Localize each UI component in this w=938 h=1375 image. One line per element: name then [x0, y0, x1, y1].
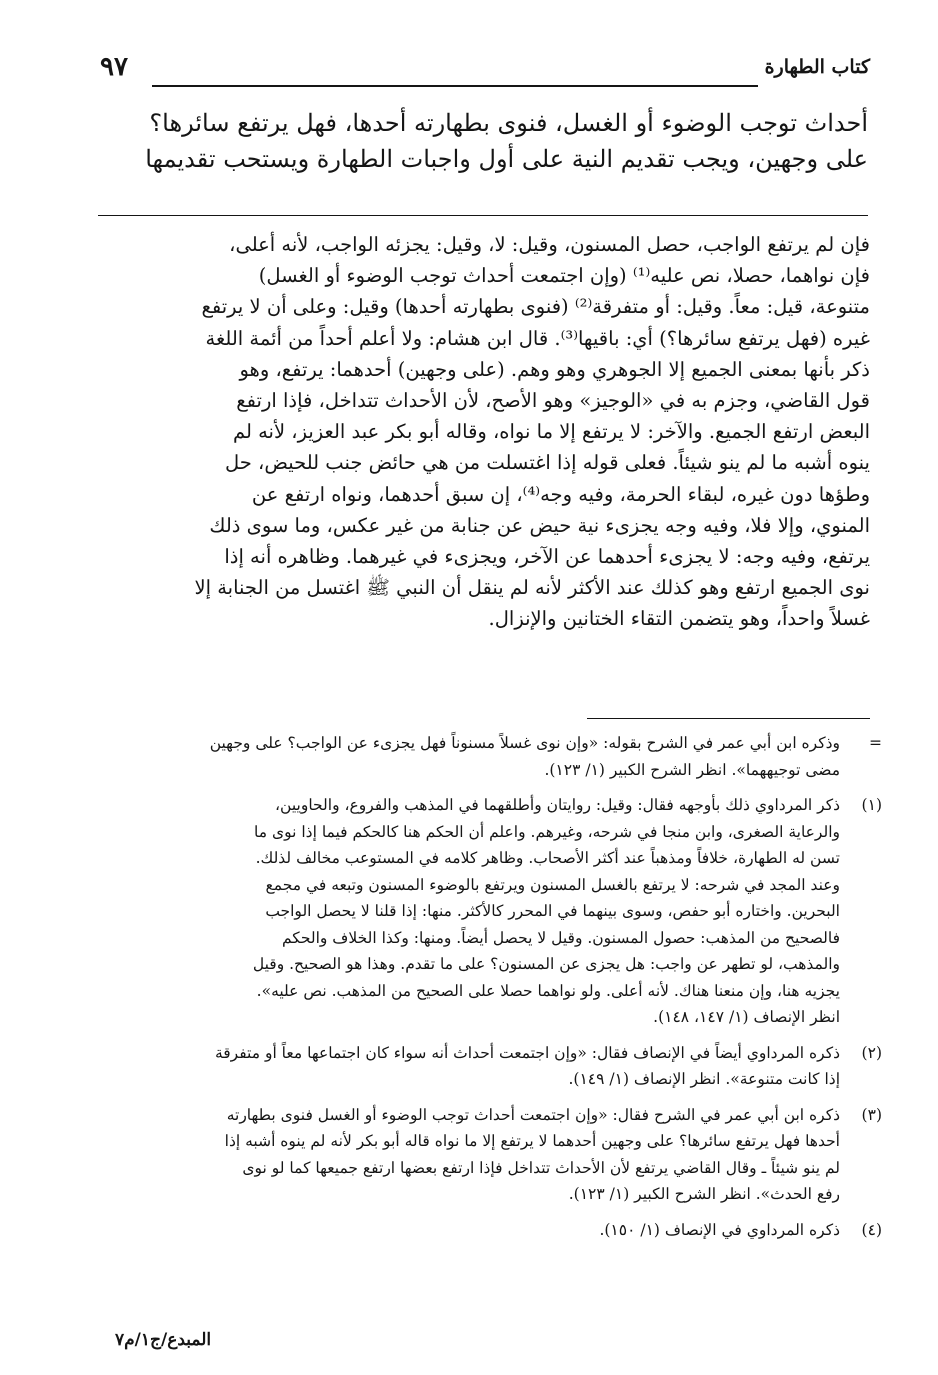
matn-text-block — [98, 105, 868, 177]
footnote-line: والرعاية الصغرى، وابن منجا في شرحه، وغيرهم. واعلم أن الحكم هنا كالحكم فيما إذا نوى ما — [254, 822, 840, 841]
footnote-line: والمذهب، لو تطهر عن واجب: هل يجزى عن المسنون؟ على ما تقدم. وهذا هو الصحيح. وقيل — [252, 955, 840, 973]
signature-mark: المبدع/ج١/م٧ — [115, 1330, 212, 1350]
footnote — [100, 730, 882, 783]
footnote-line: مضى توجيههما». انظر الشرح الكبير (١/ ١٢٣). — [544, 760, 840, 779]
footnote-line: البحرين. واختاره أبو حفص، وسوى بينهما في المحرر كالأكثر. منها: إذا قلنا لا يحصل الواجب — [265, 902, 840, 920]
footnote-line: ذكر المرداوي ذلك بأوجهه فقال: وقيل: روايتان وأطلقهما في المذهب والفروع، والحاويين، — [275, 796, 840, 814]
header-rule — [152, 85, 758, 87]
commentary-line: البعض ارتفع الجميع. والآخر: لا يرتفع إلا ما نواه، وقاله أبو بكر عبد العزيز، لأنه لم — [232, 420, 870, 444]
commentary-line: يرتفع، وفيه وجه: لا يجزىء أحدهما عن الآخر، ويجزىء في غيرهما. وظاهره أنه إذا — [224, 545, 870, 569]
commentary-line: غسلاً واحداً، وهو يتضمن التقاء الختانين والإنزال. — [488, 607, 870, 631]
commentary-line: المنوي، وإلا فلا، وفيه وجه يجزىء نية حيض عن جنابة من غير عكس، وما سوى ذلك — [209, 513, 870, 537]
footnote-number: (١) — [861, 796, 882, 814]
footnote-line: رفع الحدث». انظر الشرح الكبير (١/ ١٢٣). — [568, 1185, 840, 1203]
commentary-line: فإن نواهما، حصلا، نص عليه⁽¹⁾ (وإن اجتمعت أحداث توجب الوضوء أو الغسل) — [258, 264, 870, 288]
footnote-line: ذكره ابن أبي عمر في الشرح فقال: «وإن اجتمعت أحداث توجب الوضوء أو الغسل فنوى بطهارته — [226, 1105, 840, 1124]
footnote — [100, 792, 882, 1031]
footnote-line: ذكره المرداوي أيضاً في الإنصاف فقال: «وإن اجتمعت أحداث أنه سواء كان اجتماعها معاً أو متفرقة — [214, 1043, 840, 1062]
commentary-line: قول القاضي، وجزم به في «الوجيز» وهو الأصح، لأن الأحداث تتداخل، فإذا ارتفع — [236, 389, 870, 413]
running-header — [100, 52, 870, 92]
footnote-number: (٣) — [861, 1105, 882, 1124]
footnote-line: ذكره المرداوي في الإنصاف (١/ ١٥٠). — [599, 1220, 840, 1239]
matn-separator-rule — [98, 215, 868, 216]
footnote-line: انظر الإنصاف (١/ ١٤٧، ١٤٨). — [653, 1008, 840, 1026]
matn-line: على وجهين، ويجب تقديم النية على أول واجبات الطهارة ويستحب تقديمها — [145, 145, 868, 173]
footnote — [100, 1102, 882, 1208]
commentary-line: ينوه أشبه ما لم ينو شيئاً. فعلى قوله إذا اغتسلت من هي حائض جنب للحيض، حل — [225, 451, 870, 475]
footnote-line: وعند المجد في شرحه: لا يرتفع بالغسل المسنون ويرتفع بالوضوء المسنون وتبعه في مجمع — [265, 875, 840, 894]
commentary-line: غيره (فهل يرتفع سائرها؟) أي: باقيها⁽³⁾. قال ابن هشام: ولا أعلم أحداً من أئمة اللغة — [205, 326, 870, 350]
footnote-line: يجزيه هنا، وإن منعنا هناك. لأنه أعلى. ولو نواهما حصلا على الصحيح من المذهب. نص عليه». — [256, 981, 840, 1000]
footnote-number: (٤) — [861, 1220, 882, 1239]
footnote-number: (٢) — [861, 1043, 882, 1062]
footnote-line: تسن له الطهارة، خلافاً ومذهباً عند أكثر الأصحاب. وظاهر كلامه في المستوعب مخالف لذلك. — [255, 849, 840, 867]
commentary-line: فإن لم يرتفع الواجب، حصل المسنون، وقيل: لا، وقيل: يجزئه الواجب، لأنه أعلى، — [229, 233, 870, 256]
footnote-line: إذا كانت متنوعة». انظر الإنصاف (١/ ١٤٩). — [568, 1070, 840, 1088]
commentary-line: ذكر بأنها بمعنى الجميع إلا الجوهري وهو وهم. (على وجهين) أحدهما: يرتفع، وهو — [239, 357, 870, 381]
footnote-number: = — [869, 734, 882, 752]
page-number: ٩٧ — [100, 52, 128, 82]
commentary-line: متنوعة، قيل: معاً. وقيل: أو متفرقة⁽²⁾ (فنوى بطهارته أحدها) وقيل: وعلى أن لا يرتفع — [201, 295, 870, 319]
commentary-line: نوى الجميع ارتفع وهو كذلك عند الأكثر لأنه لم ينقل أن النبي ﷺ اغتسل من الجنابة إلا — [194, 576, 870, 600]
matn-line: أحداث توجب الوضوء أو الغسل، فنوى بطهارته أحدها، فهل يرتفع سائرها؟ — [149, 109, 868, 137]
footnotes-block — [100, 730, 882, 1252]
footnote-line: وذكره ابن أبي عمر في الشرح بقوله: «وإن نوى غسلاً مسنوناً فهل يجزىء عن الواجب؟ على وجهين — [209, 734, 840, 752]
footnote-line: لم ينو شيئاً ـ وقال القاضي يرتفع لأن الأحداث تتداخل فإذا ارتفع بعضها ارتفع جميعها كما لو نوى — [242, 1158, 840, 1177]
footnote — [100, 1040, 882, 1093]
footnote-line: فالصحيح من المذهب: حصول المسنون. وقيل لا يحصل أيضاً. ومنها: وكذا الخلاف والحكم — [281, 928, 840, 947]
footnote — [100, 1217, 882, 1244]
chapter-title: كتاب الطهارة — [764, 56, 870, 78]
commentary-text-block — [98, 229, 870, 635]
footnote-line: أحدها فهل يرتفع سائرها؟ على وجهين أحدهما لا يرتفع إلا ما نواه قاله أبو بكر لأنه لم ينوه أشبه إذا — [224, 1132, 840, 1150]
commentary-line: وطؤها دون غيره، لبقاء الحرمة، وفيه وجه⁽⁴⁾، إن سبق أحدهما، ونواه ارتفع عن — [251, 482, 870, 506]
footnote-separator-rule — [587, 718, 870, 719]
